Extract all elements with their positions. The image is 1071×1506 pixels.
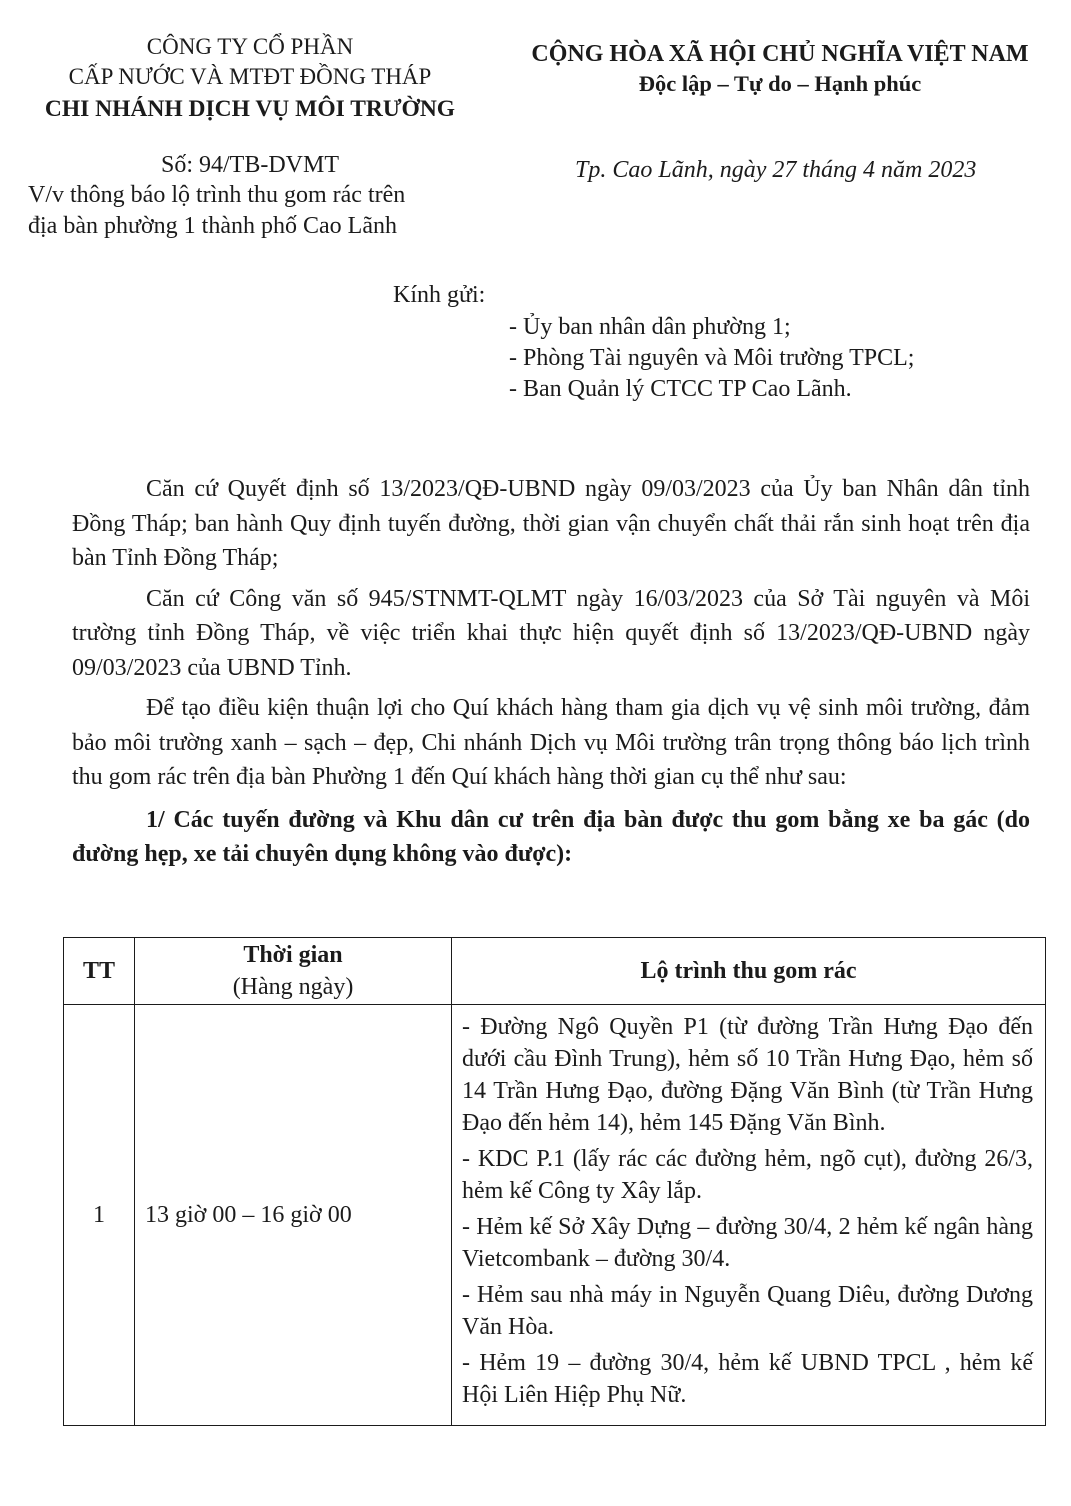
recipient-item: - Phòng Tài nguyên và Môi trường TPCL; [509, 345, 915, 371]
recipients-block [393, 278, 914, 405]
issuing-unit: CHI NHÁNH DỊCH VỤ MÔI TRƯỜNG [44, 96, 456, 122]
route-item: - Đường Ngô Quyền P1 (từ đường Trần Hưng Đạo đến dưới cầu Đình Trung), hẻm số 10 Trần Hưng Đạo, hẻm số 14 Trần Hưng Đạo, đường Đặng Văn Bình (từ Trần Hưng Đạo đến hẻm 14), hẻm 145 Đặng Văn Bình. [462, 1014, 1033, 1136]
recipients-label: Kính gửi: [393, 282, 486, 308]
document-subject-line1: V/v thông báo lộ trình thu gom rác trên [28, 182, 406, 208]
route-item: - Hẻm sau nhà máy in Nguyễn Quang Diêu, đường Dương Văn Hòa. [462, 1282, 1033, 1340]
place-date: Tp. Cao Lãnh, ngày 27 tháng 4 năm 2023 [575, 157, 977, 183]
recipient-item: - Ban Quản lý CTCC TP Cao Lãnh. [509, 376, 852, 402]
body-paragraph: Căn cứ Quyết định số 13/2023/QĐ-UBND ngày 09/03/2023 của Ủy ban Nhân dân tỉnh Đồng Tháp; ban hành Quy định tuyến đường, thời gian vận chuyển chất thải rắn sinh hoạt trên địa bàn Tỉnh Đồng Tháp; [72, 476, 1030, 571]
column-header-time-sub: (Hàng ngày) [232, 974, 354, 1000]
body-paragraph: Để tạo điều kiện thuận lợi cho Quí khách hàng tham gia dịch vụ vệ sinh môi trường, đảm bảo môi trường xanh – sạch – đẹp, Chi nhánh Dịch vụ Môi trường trân trọng thông báo lịch trình thu gom rác trên địa bàn Phường 1 đến Quí khách hàng thời gian cụ thể như sau: [72, 695, 1030, 790]
route-item: - KDC P.1 (lấy rác các đường hẻm, ngõ cụt), đường 26/3, hẻm kế Công ty Xây lắp. [462, 1146, 1033, 1204]
recipient-item: - Ủy ban nhân dân phường 1; [509, 314, 791, 340]
table-row [64, 1005, 1046, 1426]
document-body [72, 472, 1030, 872]
issuer-header [20, 32, 480, 126]
column-header-time [135, 938, 452, 1005]
document-reference [20, 150, 480, 242]
row-time: 13 giờ 00 – 16 giờ 00 [135, 1005, 452, 1426]
row-routes [452, 1005, 1046, 1426]
recipients-list [509, 312, 914, 405]
route-item: - Hẻm 19 – đường 30/4, hẻm kế UBND TPCL , hẻm kế Hội Liên Hiệp Phụ Nữ. [462, 1350, 1033, 1408]
company-name-line2: CẤP NƯỚC VÀ MTĐT ĐỒNG THÁP [68, 64, 432, 89]
column-header-tt: TT [64, 938, 135, 1005]
row-number: 1 [64, 1005, 135, 1426]
body-paragraph: Căn cứ Công văn số 945/STNMT-QLMT ngày 16/03/2023 của Sở Tài nguyên và Môi trường tỉnh Đồng Tháp, về việc triển khai thực hiện quyết định số 13/2023/QĐ-UBND ngày 09/03/2023 của UBND Tỉnh. [72, 585, 1030, 681]
table-header-row [64, 938, 1046, 1005]
national-title: CỘNG HÒA XÃ HỘI CHỦ NGHĨA VIỆT NAM [531, 41, 1029, 67]
collection-schedule-table [63, 937, 1046, 1426]
national-header [500, 38, 1060, 98]
column-header-time-label: Thời gian [243, 942, 343, 968]
section-heading: 1/ Các tuyến đường và Khu dân cư trên địa bàn được thu gom bằng xe ba gác (do đường hẹp, xe tải chuyên dụng không vào được): [72, 806, 1030, 867]
route-item: - Hẻm kế Sở Xây Dựng – đường 30/4, 2 hẻm kế ngân hàng Vietcombank – đường 30/4. [462, 1214, 1033, 1272]
document-subject-line2: địa bàn phường 1 thành phố Cao Lãnh [28, 213, 397, 239]
company-name-line1: CÔNG TY CỔ PHẦN [146, 34, 354, 59]
document-number: Số: 94/TB-DVMT [160, 152, 339, 178]
column-header-route: Lộ trình thu gom rác [452, 938, 1046, 1005]
national-motto: Độc lập – Tự do – Hạnh phúc [638, 71, 922, 96]
